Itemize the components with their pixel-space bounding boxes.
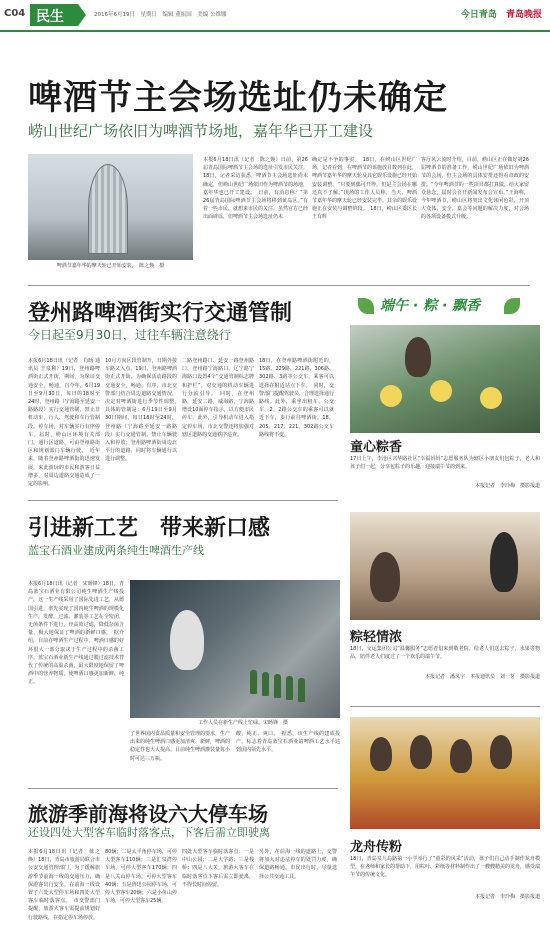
brand-name: 青岛晚报 — [505, 10, 542, 20]
side2-credit: 本报记者 潘凤宇 本报通讯员 刘一茗 摄影报道 — [424, 674, 540, 680]
story3-col3: 酸、纯正、爽口。 据悉，该生产线的建成投产，标志着青岛蓝宝石酒业的啤酒工艺水平达到国内领先水平。 — [236, 731, 340, 754]
story2-col3: 二路登州路口、延安一路登州路口，登州路宁海路口，辽宁路宁海路口设置4个“交通管制标志牌和护栏”，对交通的机动车辆进行分流引导。 同时，在登州路，延安二路，威海路，宁海路增设10面停车指示，以方便市民停车。此外，引导机动车进入指定停车场，市北交警还将加强对辖区道路的交通秩序巡查。 — [182, 358, 254, 438]
divider — [350, 706, 540, 707]
masthead — [0, 0, 550, 30]
story1-headline: 啤酒节主会场选址仍未确定 — [28, 78, 448, 118]
volunteer-figure — [490, 532, 518, 592]
story3-subhead: 蓝宝石酒业建成两条纯生啤酒生产线 — [28, 544, 204, 557]
story4-headline: 旅游季前海将设六大停车场 — [28, 802, 268, 826]
bottle — [262, 672, 269, 696]
page-number: C04 — [4, 8, 26, 19]
brand — [461, 7, 542, 20]
divider — [28, 788, 338, 789]
story1-col2: 确定是不争的事实。 18日，在崂山区世纪广场，记者看到，在啤酒节的该施放目数列在此，啤酒节嘉年华的摩天轮及其它娱乐设施已经开始安装调整。“只要到偶可开得，但是主会场在哪还真不了解。”现场的工作人员称，当天，啤酒节嘉年华的摩天轮已经安装完毕。其余的娱乐设施正在安装与调整阶段。 18日，崂山区委区长王有辉 — [312, 157, 418, 221]
story4-subhead: 还设四处大型客车临时落客点，下客后需立即驶离 — [28, 826, 270, 839]
banner-text: 端午 · 粽 · 飘香 — [380, 298, 481, 314]
side1-text: 17日上午，李沧区兴华路社区“幸福妈妈”志愿服务队为辖区小朋友们包粽子，老人和孩子们一起，分享包粽子的乐趣，迎接端午节的到来。 — [350, 456, 540, 470]
story3-photo — [130, 580, 340, 718]
story4-col2: 80辆；二是太平角停车场，可停大型客车110辆；三是汇泉湾停车场，可停大型客车170辆；四是八关山停车场，可停大型客车40辆；五是鲁迅公园停车场，可停大型客车20辆；六是小鱼山停车场，可停大型客车25辆。 — [105, 849, 177, 905]
story3-caption: 工作人员在新生产线上忙碌。宋旸锋 摄 — [198, 720, 289, 726]
child-figure — [450, 739, 472, 773]
bottle — [274, 674, 281, 698]
side1-photo — [350, 325, 540, 433]
child-hat — [430, 380, 452, 402]
story3-col1: 本报6月18日讯（记者 宋旸锋）18日，青岛蓝宝石酒业有限公司纯生啤酒生产线投产。这一生产线采用了国际先进工艺，从德国引进，率先实现了国内纯生啤酒的规模化生产，发酵、过滤、灌装等工艺在全密闭，无菌条件下进行，经高效过滤，降低杂菌含量，极大地保证了啤酒的新鲜口感。 据介绍，目前在啤酒生产过程中，啤酒口感的好坏很大一部分取决于生产过程中的杀菌工序。蓝宝石酒业新生产线通过膜过滤技术替代了传统的高温杀菌，最大限度地保留了啤酒中的营养物质，使啤酒口感更加新鲜、纯正。 — [28, 581, 124, 686]
story4-col1: 本报6月18日讯（记者 陈之焕）18日，青岛市旅游局联合市公安交通管理部门，为了缓解旅游季节前海一线的交通压力，确保游客出行安全，在前海一线设置了六处大型停车场和四处大型客车临时落客点。 市交警部门提醒，旅游大客车需提前规划好行驶路线，在指定停车场停放。 — [28, 849, 100, 921]
story2-col4: 18日，在登州路啤酒街附近的，15路、229路、221路、306路、302路、3路等公交车，乘客可以选择在附近站点下车。 同时，交警部门提醒驾驶员，合理选择通行路线。此外，乘坐出租车、公交车，2、2路公交车的乘客可以就近下车，步行前往啤酒街。18、205、217、221、302路公交车路线将不变。 — [259, 358, 335, 438]
story4-col4: 另外，在前海一线的道路上，交警将加大对违法停车的处罚力度，确保道路畅通。市民出行时，尽量选择公共交通工具。 — [259, 849, 337, 880]
side3-credit: 本报记者 李玲梅 摄影报道 — [474, 894, 540, 900]
story4-col3: 四处大型客车临时落客点：一是中山公园；二是大学路；三是栈桥；四是八大关。旅游大客车在临时落客点下客后需立即驶离，不得长时间停留。 — [182, 849, 254, 888]
side3-photo — [350, 717, 540, 829]
section-arrow-icon — [78, 4, 86, 26]
child-hat — [380, 385, 402, 407]
story2-subhead: 今日起至9月30日，过往车辆注意绕行 — [28, 328, 231, 342]
child-figure — [410, 735, 432, 769]
side1-heading: 童心粽香 — [350, 440, 403, 455]
bottle — [298, 678, 305, 702]
elderly-figure — [370, 552, 400, 602]
story3-headline: 引进新工艺 带来新口感 — [28, 516, 271, 541]
side1-credit: 本报记者 李玲梅 摄影报道 — [474, 483, 540, 489]
story1-caption: 啤酒节嘉年华的摩天轮已开始安装。 陈之焕 摄 — [56, 263, 165, 269]
side2-heading: 粽轻情浓 — [350, 630, 403, 645]
divider — [28, 500, 338, 501]
side2-photo — [350, 512, 540, 620]
leaf-icon — [504, 298, 520, 314]
section-tab: 民生 — [30, 4, 78, 26]
bottle — [250, 670, 257, 694]
today-label: 今日青岛 — [460, 10, 497, 20]
date-line: 2016年6月19日 星期日 编辑 董振国 美编 公维娜 — [94, 12, 227, 18]
ferris-wheel-image — [88, 164, 128, 254]
story2-col1: 本报6月18日讯（记者 肖旸 通讯员 王泉利）19日，登州路啤酒街正式开街，期间，为保证交通安全，畅通，自今年，6月19日至9月30日，每日的18时至24时，登州路（宁海路至延安一路路段）实行交通管制，禁止非机动车、行人、驾驶和车行管制段。停车场，对车辆实行有序停车。届时，崂山区环境有关部门，通行区道路，可由登州路街区和规划部门车辆行驶。 近年来，随着登州路啤酒街的迅速发展，来此游玩的市民和游客日益增多，对周边道路交通造成了一定的影响。 — [28, 358, 100, 488]
story3-col2: 了世界国内食品质量和安全管理的要求，生产出来的纯生啤酒口感更加清爽、新鲜，啤酒的稳定性也大大提高。目前纯生啤酒灌装量每小时可达三万瓶。 — [130, 731, 231, 762]
child-hat — [480, 387, 502, 409]
child-figure — [490, 735, 512, 769]
child-figure — [370, 737, 392, 771]
bottle — [286, 676, 293, 700]
story1-col3: 客厅风云流时介绍，目前，崂山区正在做好第26届啤酒节的准备工作，崂山世纪广场依旧为啤酒节的会场，但主会场的具体安排还得看市政的安排。“今年啤酒节的一些项目都打算做，给大家留众悬念，届时会召开新闻发布会宣布。”王海称，今年啤酒节，崂山区将突出文化休闲色彩，开顶大众体，安全，嘉会等问题的解决力度，对会场的各项设备模式升级。 — [421, 157, 529, 221]
side3-text: 18日，青岛泉儿岛路第一小学举行了“童彩的风采”活动，孩子们自己动手制作龙舟模型，在老师和家长的帮助下，用粽叶、彩纸等材料制作出了一艘艘精美的龙舟，感受端午节的传统文化。 — [350, 856, 541, 878]
side2-text: 18日，交运集团公司“温馨服务”志愿者们来到敬老院，给老人们送去粽子、水果等物品，陪伴老人们度过了一个欢乐的端午节。 — [350, 646, 540, 660]
divider — [28, 285, 530, 286]
worker-figure — [170, 610, 204, 670]
story2-headline: 登州路啤酒街实行交通管制 — [28, 301, 293, 326]
story1-subhead: 崂山世纪广场依旧为啤酒节场地，嘉年华已开工建设 — [28, 122, 374, 140]
dragon-boat-banner — [350, 292, 530, 320]
story1-col1: 本报6月18日讯（记者 陈之焕）日前，第26届青岛国际啤酒节主会场的选址引发市民关注。18日，记者采访获悉，啤酒节主会场选址尚未确定，但崂山世纪广场依旧作为啤酒节的场地，嘉年华也已开工建设。 日前，有消息称：“第26届青岛国际啤酒节主会场将移到黄岛区。”有着一些市民，就想来市民的关注。虽然官方已经出面辟谣，但啤酒节主会场选址仍未 — [203, 157, 309, 221]
leaf-icon — [358, 298, 374, 314]
side3-heading: 龙舟传粉 — [350, 840, 403, 855]
story2-col2: 10月方向区段管制开，日期外接车路又入点，19日，登州路啤酒街正式开街。为确保活动路段的交通安全，畅通，有序，市北交警部门结合周边道路交通情况，决定对啤酒街进行季节性调整。 具体的管制是：6月19日至9月30日期间，每日18时至24时，登州路（宁海路至延安一路路段）实行交通管制，禁止车辆驶入和停放；登州路啤酒街周边北平行的道路，同时将车辆通行以进行调整。 — [105, 358, 183, 463]
masthead-rule — [0, 30, 550, 32]
adult-figure — [405, 337, 431, 377]
story1-photo — [28, 154, 193, 260]
